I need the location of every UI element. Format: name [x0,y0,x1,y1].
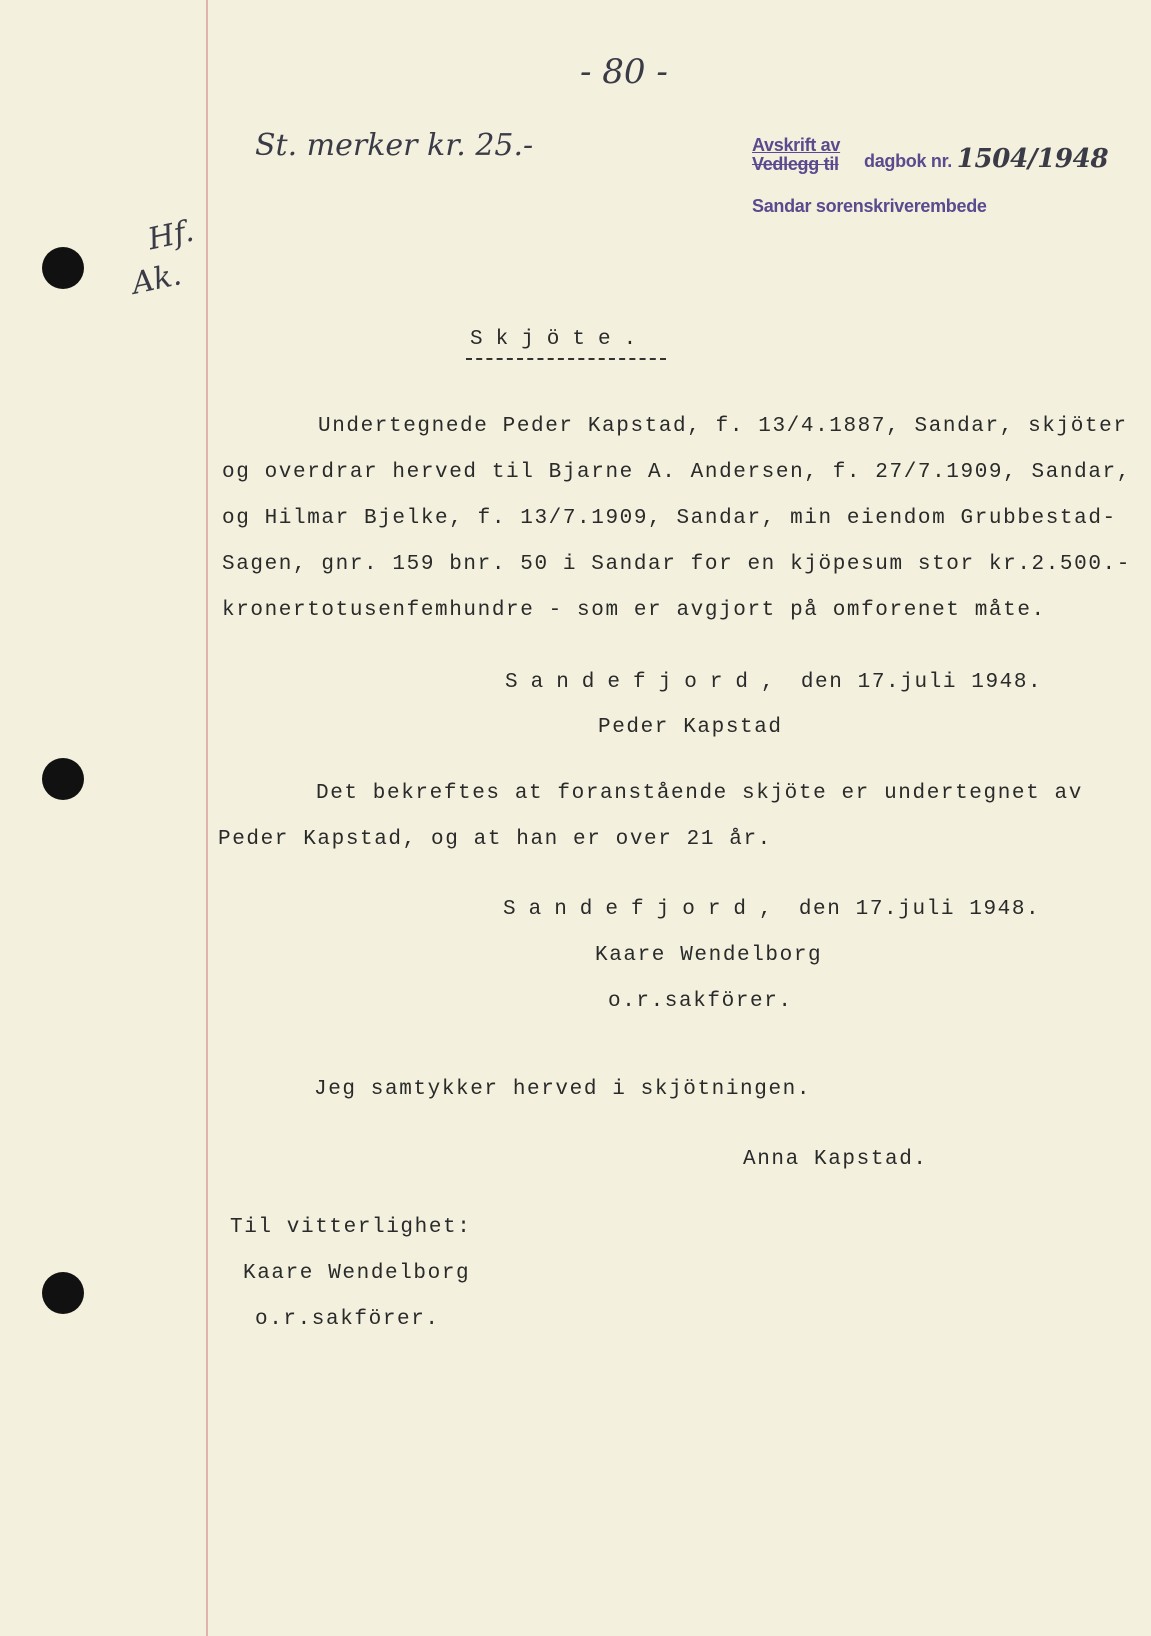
consent-line: Jeg samtykker herved i skjötningen. [314,1078,812,1101]
signature-3: Anna Kapstad. [743,1148,928,1171]
punch-hole-middle [42,758,84,800]
confirm-line-2: Peder Kapstad, og at han er over 21 år. [218,828,772,851]
body-line-3: og Hilmar Bjelke, f. 13/7.1909, Sandar, min eiendom Grubbestad- [222,507,1117,530]
stamp-dagbok-label: dagbok nr. [864,151,953,171]
signature-1: Peder Kapstad [598,716,783,739]
stamp-line-1b [752,154,839,175]
date-1: den 17.juli 1948. [786,671,1043,694]
signature-2-title: o.r.sakförer. [608,990,793,1013]
initials-line-2: Ak. [128,257,185,302]
stamp-line-1a [752,135,840,156]
punch-hole-bottom [42,1272,84,1314]
place-date-2 [503,898,1040,921]
stamp-office: Sandar sorenskriverembede [752,196,987,216]
initials-line-1: Hf. [144,213,197,258]
stamp-avskrift: Avskrift av [752,135,841,155]
page-number: - 80 - [580,52,668,92]
punch-hole-top [42,247,84,289]
date-2: den 17.juli 1948. [784,898,1041,921]
signature-2: Kaare Wendelborg [595,944,823,967]
confirm-line-1: Det bekreftes at foranstående skjöte er undertegnet av [316,782,1083,805]
witness-name: Kaare Wendelborg [243,1262,471,1285]
body-line-1: Undertegnede Peder Kapstad, f. 13/4.1887, Sandar, skjöter [318,415,1128,438]
margin-note: St. merker kr. 25.- [255,128,534,163]
body-line-4: Sagen, gnr. 159 bnr. 50 i Sandar for en kjöpesum stor kr.2.500.- [222,553,1131,576]
body-line-5: kronertotusenfemhundre - som er avgjort på omforenet måte. [222,599,1046,622]
place-date-1 [505,671,1042,694]
stamp-dagbok-number: 1504/1948 [956,144,1109,174]
document-title: Skjöte. [470,328,650,351]
margin-rule [206,0,208,1636]
place-1: Sandefjord, [505,671,787,694]
place-2: Sandefjord, [503,898,785,921]
stamp-dagbok [864,144,1108,174]
stamp-vedlegg: Vedlegg til [752,154,839,174]
witness-heading: Til vitterlighet: [230,1216,472,1239]
body-line-2: og overdrar herved til Bjarne A. Andersen, f. 27/7.1909, Sandar, [222,461,1131,484]
title-underline [466,358,666,360]
witness-title: o.r.sakförer. [255,1308,440,1331]
